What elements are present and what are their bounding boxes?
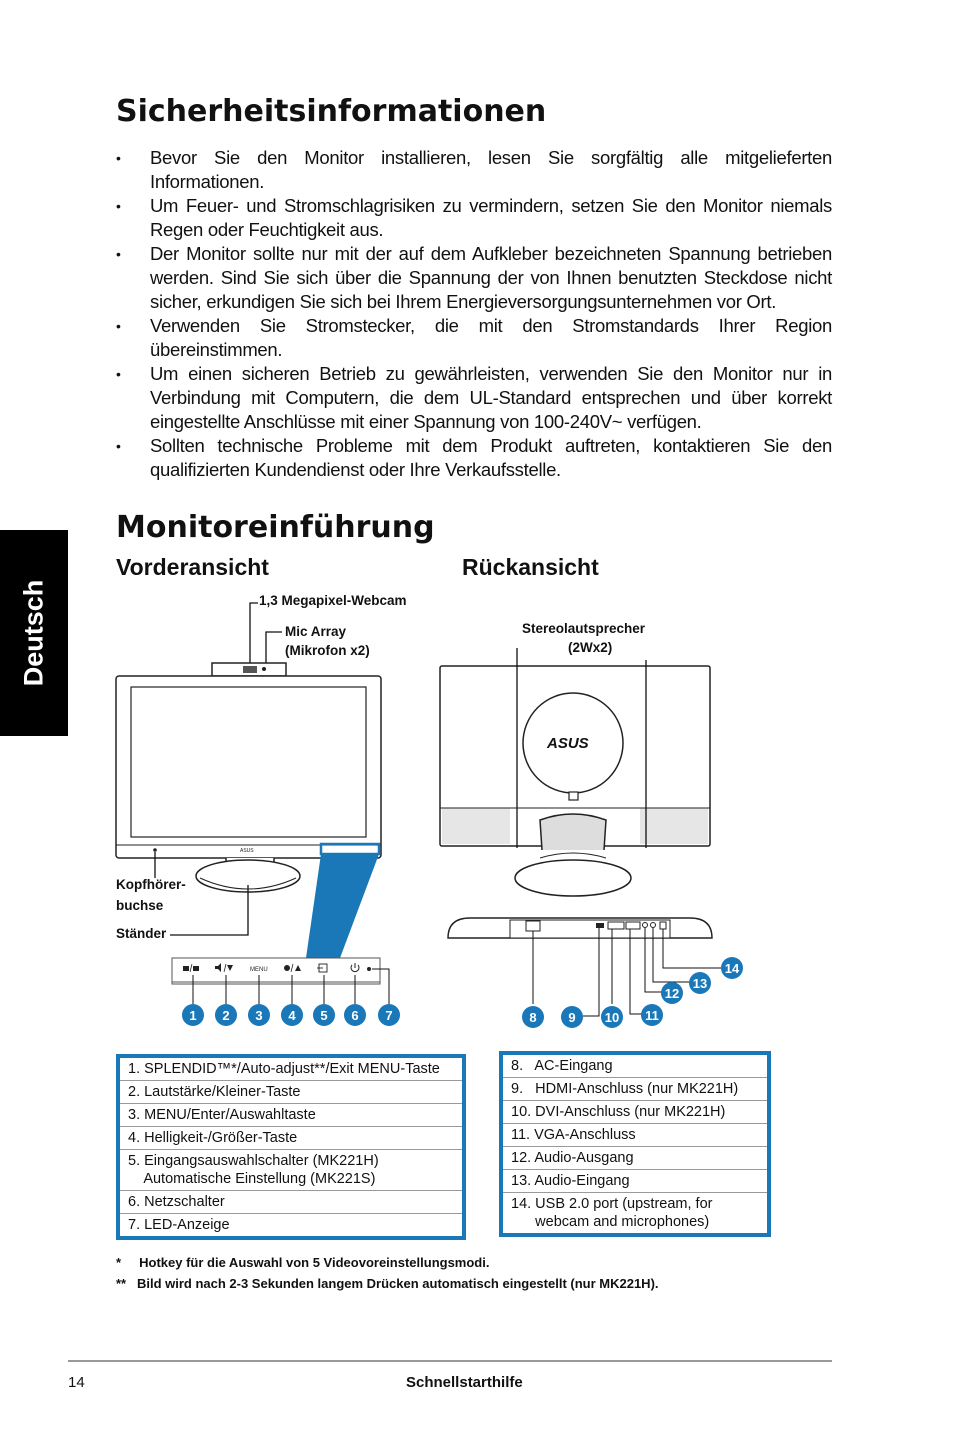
front-callout-3: 3 — [248, 1004, 270, 1026]
footnote-hotkey: * Hotkey für die Auswahl von 5 Videovoreinstellungsmodi. — [116, 1255, 490, 1270]
usb-port — [660, 922, 666, 929]
front-table-row: 5. Eingangsauswahlschalter (MK221H) Automatische Einstellung (MK221S) — [120, 1150, 462, 1191]
footer-label: Schnellstarthilfe — [406, 1374, 523, 1391]
headphone-label-line2: buchse — [116, 898, 164, 913]
safety-bullet: • Sollten technische Probleme mit dem Produkt auftreten, kontaktieren Sie den qualifizierten Kundendienst oder Ihre Verkaufsstelle. — [116, 434, 832, 482]
front-controls-table — [116, 1054, 466, 1240]
audio-in-port — [651, 923, 656, 928]
mic-label-line1: Mic Array — [285, 624, 347, 639]
brightness-icon — [284, 965, 290, 971]
rear-table-row: 8. AC-Eingang — [503, 1055, 767, 1078]
menu-button-label: MENU — [250, 967, 268, 973]
rear-view-title: Rückansicht — [462, 554, 599, 580]
rear-ports-table — [499, 1051, 771, 1237]
footnote-autoadjust: ** Bild wird nach 2-3 Sekunden langem Drücken automatisch eingestellt (nur MK221H). — [116, 1276, 659, 1291]
rear-callout-12: 12 — [661, 982, 683, 1004]
front-table-row: 2. Lautstärke/Kleiner-Taste — [120, 1081, 462, 1104]
control-callout-shape — [306, 854, 379, 958]
rear-callout-10: 10 — [601, 1006, 623, 1028]
rear-table-row: 13. Audio-Eingang — [503, 1170, 767, 1193]
footer-rule — [68, 1360, 832, 1362]
front-table-row: 4. Helligkeit-/Größer-Taste — [120, 1127, 462, 1150]
control-button-bar — [172, 958, 380, 984]
headphone-label-line1: Kopfhörer- — [116, 877, 186, 892]
headphone-jack — [153, 848, 157, 852]
rear-table-row: 12. Audio-Ausgang — [503, 1147, 767, 1170]
speaker-label-line1: Stereolautsprecher — [522, 621, 646, 636]
page-number: 14 — [68, 1374, 85, 1391]
front-table-row: 7. LED-Anzeige — [128, 1217, 230, 1233]
rear-callout-9: 9 — [561, 1006, 583, 1028]
rear-brand-logo: ASUS — [547, 735, 589, 752]
rear-callout-8: 8 — [522, 1006, 544, 1028]
speaker-label-line2: (2Wx2) — [568, 640, 613, 655]
safety-bullet: • Um Feuer- und Stromschlagrisiken zu vermindern, setzen Sie den Monitor niemals Regen oder Feuchtigkeit aus. — [116, 194, 832, 242]
rear-table-row: 10. DVI-Anschluss (nur MK221H) — [503, 1101, 767, 1124]
front-brand-logo: ASUS — [240, 848, 254, 854]
right-speaker-grille — [640, 808, 708, 844]
stand-label: Ständer — [116, 926, 167, 941]
audio-out-port — [643, 923, 648, 928]
dvi-port — [608, 922, 624, 929]
front-view-title: Vorderansicht — [116, 554, 269, 580]
hdmi-port — [596, 923, 604, 928]
rear-number-leaders — [533, 928, 722, 1016]
safety-bullet: • Verwenden Sie Stromstecker, die mit den Stromstandards Ihrer Region übereinstimmen. — [116, 314, 832, 362]
ac-port — [526, 921, 540, 931]
front-callout-7: 7 — [378, 1004, 400, 1026]
front-table-row: 6. Netzschalter — [120, 1191, 462, 1214]
rear-table-row: 14. USB 2.0 port (upstream, for webcam and microphones) — [511, 1196, 713, 1230]
front-callout-4: 4 — [281, 1004, 303, 1026]
rear-table-row: 11. VGA-Anschluss — [503, 1124, 767, 1147]
front-callout-1: 1 — [182, 1004, 204, 1026]
mic-label-line2: (Mikrofon x2) — [285, 643, 370, 658]
language-tab-label: Deutsch — [18, 579, 49, 687]
rear-stand-base — [515, 860, 631, 896]
safety-bullet: • Der Monitor sollte nur mit der auf dem Aufkleber bezeichneten Spannung betrieben werden. Sind Sie sich über die Spannung der von Ihnen benutzten Steckdose nicht sicher, erkundigen Sie sich bei Ihrem Energieversorgungsunternehmen vor Ort. — [116, 242, 832, 314]
safety-title: Sicherheitsinformationen — [116, 94, 547, 129]
rear-connector-panel — [448, 918, 712, 938]
rear-monitor-drawing — [440, 666, 710, 896]
safety-bullet: • Bevor Sie den Monitor installieren, lesen Sie sorgfältig alle mitgelieferten Informationen. — [116, 146, 832, 194]
rear-stand-neck — [540, 814, 606, 850]
webcam-label: 1,3 Megapixel-Webcam — [259, 593, 407, 608]
rear-callout-11: 11 — [641, 1004, 663, 1026]
vga-port — [626, 922, 640, 929]
front-callout-2: 2 — [215, 1004, 237, 1026]
front-table-row: 1. SPLENDID™*/Auto-adjust**/Exit MENU-Taste — [120, 1058, 462, 1081]
front-table-row: 3. MENU/Enter/Auswahltaste — [120, 1104, 462, 1127]
front-callout-5: 5 — [313, 1004, 335, 1026]
front-screen — [131, 687, 366, 837]
safety-bullet: • Um einen sicheren Betrieb zu gewährleisten, verwenden Sie den Monitor nur in Verbindung mit Computern, die dem UL-Standard entsprechen und über korrekt eingestellte Anschlüsse mit einer Spannung von 100-240V~ verfügen. — [116, 362, 832, 434]
rear-table-row: 9. HDMI-Anschluss (nur MK221H) — [503, 1078, 767, 1101]
left-speaker-grille — [442, 808, 510, 844]
intro-title: Monitoreinführung — [116, 510, 435, 545]
rear-callout-13: 13 — [689, 972, 711, 994]
led-indicator — [367, 967, 371, 971]
rear-callout-14: 14 — [721, 957, 743, 979]
splendid-icon — [183, 966, 189, 971]
front-callout-6: 6 — [344, 1004, 366, 1026]
